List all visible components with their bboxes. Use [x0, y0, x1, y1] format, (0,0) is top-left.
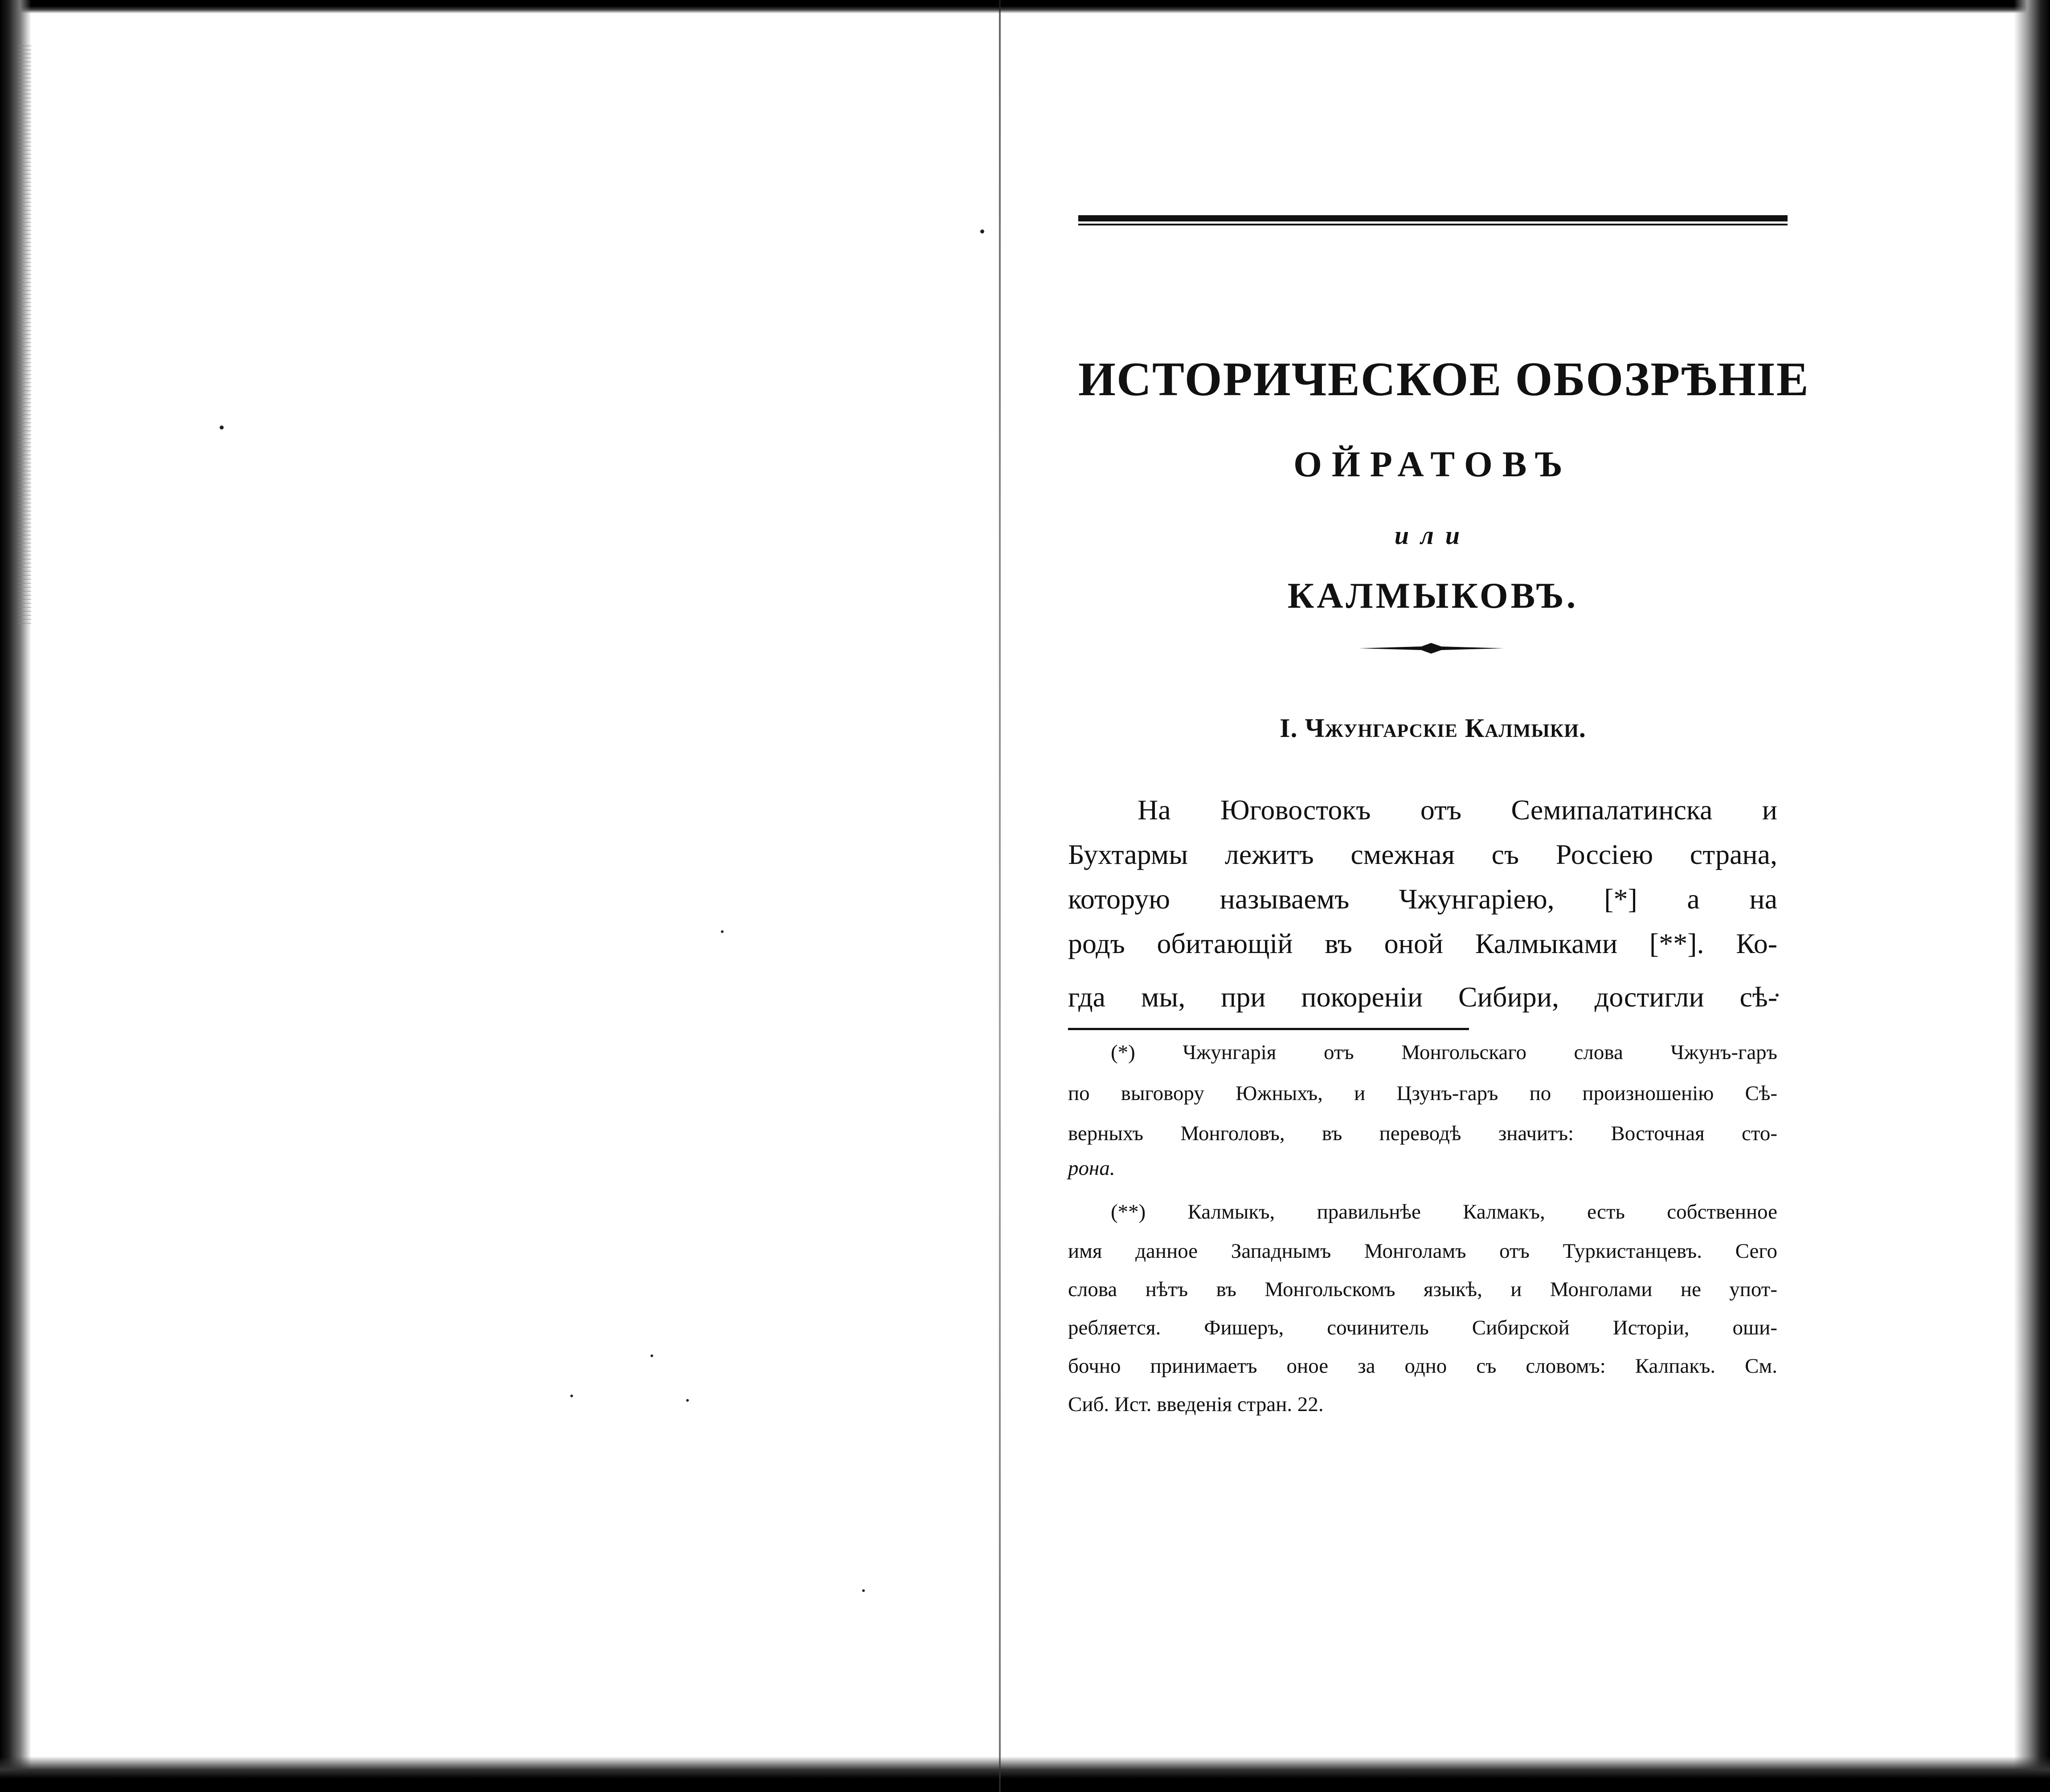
body-line: гда мы, при покореніи Сибири, достигли сѣ-: [1068, 981, 1777, 1013]
scan-speck: [651, 1354, 653, 1357]
scan-edge-right: [2014, 0, 2050, 1792]
scan-speck: [686, 1399, 689, 1402]
body-line: Бухтармы лежитъ смежная съ Россіею страна,: [1068, 839, 1777, 870]
footnote-line: верныхъ Монголовъ, въ переводѣ значитъ: Восточная сто-: [1068, 1122, 1777, 1145]
footnote-line: слова нѣтъ въ Монгольскомъ языкѣ, и Монголами не упот-: [1068, 1278, 1777, 1301]
footnote-separator: [1068, 1028, 1469, 1030]
footnote-line: имя данное Западнымъ Монголамъ отъ Туркистанцевъ. Сего: [1068, 1240, 1777, 1263]
scan-speck: [570, 1395, 573, 1397]
scan-edge-top: [0, 0, 2050, 13]
footnote-line: рона.: [1068, 1157, 1115, 1180]
scan-edge-bottom: [0, 1756, 2050, 1792]
footnote-line: по выговору Южныхъ, и Цзунъ-гаръ по произношенію Сѣ-: [1068, 1082, 1777, 1105]
ornament-divider: [1359, 643, 1504, 654]
footnote-line: Сиб. Ист. введенія стран. 22.: [1068, 1393, 1324, 1416]
scan-speck: [721, 930, 724, 933]
scan-speck: [980, 229, 984, 233]
section-heading: I. Чжунгарскіе Калмыки.: [1280, 713, 1586, 743]
subtitle-conjunction: или: [1394, 521, 1472, 550]
page-subtitle: ОЙРАТОВЪ: [1293, 444, 1572, 484]
footnote-line: (*) Чжунгарія отъ Монгольскаго слова Чжунъ-гаръ: [1111, 1041, 1777, 1064]
body-line: родъ обитающій въ оной Калмыками [**]. Ко-: [1068, 928, 1777, 959]
scan-edge-left-noise: [18, 45, 31, 624]
header-double-rule: [1078, 215, 1788, 225]
page-gutter: [999, 0, 1001, 1792]
body-line: которую называемъ Чжунгаріею, [*] а на: [1068, 883, 1777, 915]
scan-speck: [862, 1589, 865, 1592]
footnote-line: (**) Калмыкъ, правильнѣе Калмакъ, есть собственное: [1111, 1200, 1777, 1223]
body-line: На Юговостокъ отъ Семипалатинска и: [1138, 794, 1777, 826]
scan-speck: [220, 425, 224, 430]
page-title: ИСТОРИЧЕСКОЕ ОБОЗРѢНІЕ: [1078, 353, 1809, 406]
footnote-line: ребляется. Фишеръ, сочинитель Сибирской Исторіи, оши-: [1068, 1316, 1777, 1339]
footnote-line: бочно принимаетъ оное за одно съ словомъ: Калпакъ. См.: [1068, 1354, 1777, 1378]
page-subtitle-2: КАЛМЫКОВЪ.: [1287, 575, 1579, 616]
